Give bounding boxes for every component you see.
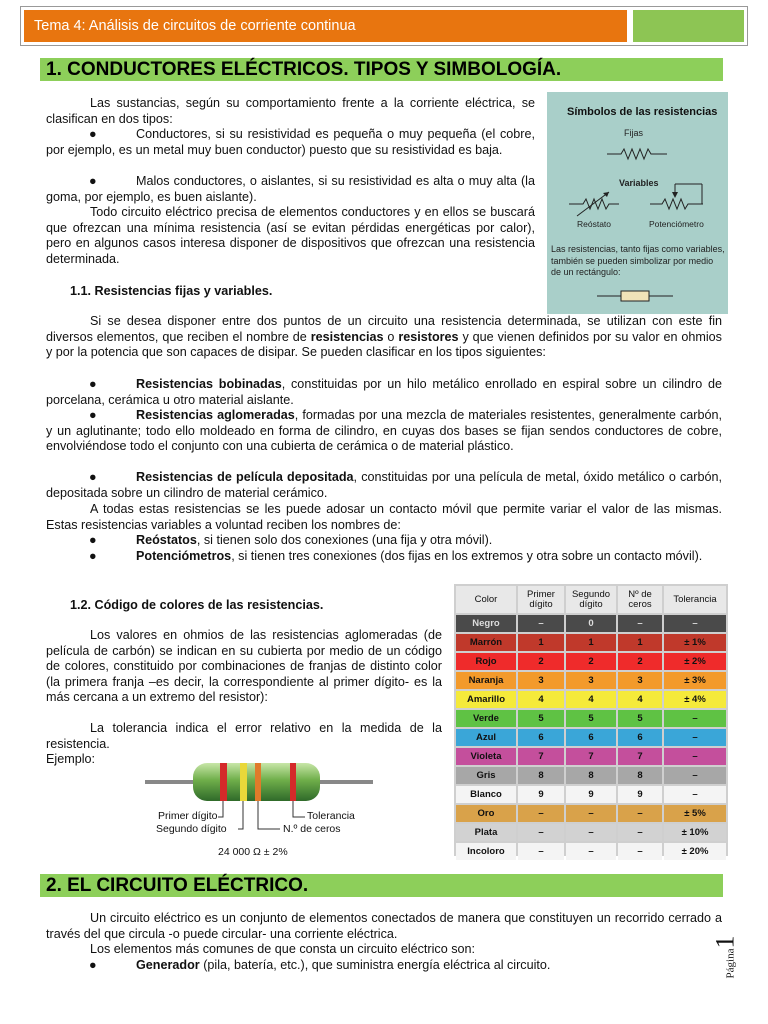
color-value-cell: 2 <box>566 653 616 670</box>
color-table-header-cell: Segundo dígito <box>566 586 616 613</box>
section2-p1: Un circuito eléctrico es un conjunto de elementos conectados de manera que constituyen un recorrido cerrado a través del que circula -o puede circular- una corriente eléctrica. <box>46 911 722 941</box>
sub11-bullet2: ● Resistencias aglomeradas, formadas por una mezcla de materiales resistentes, generalmente carbón, y un aglutinante; todo ello moldeado en forma de cilindro, en cuyas dos bases se fijan sendos conductores de cobre, envolviéndose todo el conjunto con una cubierta de cerámica o de material plástico. <box>46 408 723 454</box>
color-value-cell: 5 <box>618 710 662 727</box>
sub11-bullet5: ● Potenciómetros, si tienen tres conexiones (dos fijas en los extremos y otra sobre un contacto móvil). <box>89 549 703 563</box>
color-table-row <box>456 843 726 860</box>
color-value-cell: 5 <box>566 710 616 727</box>
color-table-row <box>456 710 726 727</box>
color-name-cell: Verde <box>456 710 516 727</box>
color-value-cell: ± 20% <box>664 843 726 860</box>
color-value-cell: – <box>664 729 726 746</box>
color-value-cell: – <box>518 843 564 860</box>
color-name-cell: Plata <box>456 824 516 841</box>
symbols-fixed-label: Fijas <box>624 128 644 138</box>
resistor-label-second: Segundo dígito <box>156 823 227 835</box>
symbols-note: Las resistencias, tanto fijas como variables, también se pueden simbolizar por medio de un rectángulo: <box>551 244 725 277</box>
bullet-dot: ● <box>89 549 97 563</box>
color-value-cell: – <box>518 805 564 822</box>
color-code-table <box>454 584 728 856</box>
color-value-cell: 6 <box>618 729 662 746</box>
color-name-cell: Violeta <box>456 748 516 765</box>
color-value-cell: 1 <box>518 634 564 651</box>
resistor-figure <box>140 755 380 865</box>
color-value-cell: – <box>618 805 662 822</box>
color-table-row <box>456 672 726 689</box>
color-table-row <box>456 824 726 841</box>
color-value-cell: ± 3% <box>664 672 726 689</box>
section1-p1: Las sustancias, según su comportamiento frente a la corriente eléctrica, se clasifican en dos tipos: <box>46 96 535 126</box>
color-value-cell: 8 <box>566 767 616 784</box>
color-value-cell: 6 <box>518 729 564 746</box>
bullet-dot: ● <box>89 127 97 141</box>
page-number: 1 <box>710 935 740 949</box>
color-name-cell: Rojo <box>456 653 516 670</box>
section2-bullet1: ● Generador (pila, batería, etc.), que suministra energía eléctrica al circuito. <box>89 958 551 972</box>
color-value-cell: 6 <box>566 729 616 746</box>
sub11-heading: 1.1. Resistencias fijas y variables. <box>70 284 273 298</box>
bullet-dot: ● <box>89 377 97 391</box>
color-value-cell: 4 <box>618 691 662 708</box>
sub12-heading: 1.2. Código de colores de las resistencias. <box>70 598 324 612</box>
section1-heading: 1. CONDUCTORES ELÉCTRICOS. TIPOS Y SIMBOLOGÍA. <box>40 58 723 81</box>
color-value-cell: ± 10% <box>664 824 726 841</box>
sub12-p1: Los valores en ohmios de las resistencias aglomeradas (de película de carbón) se indican en su cubierta por medio de un código de colores, constituido por combinaciones de franjas de distinto color (la primera franja –es decir, la correspondiente al primer dígito- es la más cercana a un extremo del resistor): <box>46 628 442 705</box>
color-value-cell: ± 2% <box>664 653 726 670</box>
symbols-reostato-label: Reóstato <box>577 219 612 229</box>
symbols-variable-label: Variables <box>619 178 659 188</box>
color-table-row <box>456 691 726 708</box>
color-name-cell: Marrón <box>456 634 516 651</box>
resistor-label-zeros: N.º de ceros <box>283 823 341 835</box>
color-value-cell: 0 <box>566 615 616 632</box>
color-value-cell: 4 <box>566 691 616 708</box>
sub12-p3: Ejemplo: <box>46 752 95 766</box>
color-value-cell: – <box>664 767 726 784</box>
color-table-header-cell: Nº de ceros <box>618 586 662 613</box>
section1-bullet2: ● Malos conductores, o aislantes, si su resistividad es alta o muy alta (la goma, por ejemplo, es buen aislante). <box>46 174 535 204</box>
color-table-row <box>456 634 726 651</box>
section2-heading: 2. EL CIRCUITO ELÉCTRICO. <box>40 874 723 897</box>
section1-bullet1: ● Conductores, si su resistividad es pequeña o muy pequeña (el cobre, por ejemplo, es un metal muy buen conductor) puesto que su resistividad es baja. <box>46 127 535 157</box>
bullet-dot: ● <box>89 408 97 422</box>
sub11-p1: Si se desea disponer entre dos puntos de un circuito una resistencia determinada, se utilizan con este fin diversos elementos, que reciben el nombre de resistencias o resistores y que vienen definidos por su valor en ohmios y por la potencia que son capaces de disipar. Se pueden clasificar en los tipos siguientes: <box>46 314 722 360</box>
color-table-row <box>456 748 726 765</box>
color-value-cell: – <box>618 824 662 841</box>
color-value-cell: ± 1% <box>664 634 726 651</box>
color-table-row <box>456 786 726 803</box>
section1-p2: Todo circuito eléctrico precisa de elementos conductores y en ellos se buscará que ofrezcan una mínima resistencia (así se evitan pérdidas energéticas por calor), pero en algunos casos interesa disponer de dispositivos que ofrezcan una resistencia determinada. <box>46 205 535 266</box>
color-value-cell: – <box>566 805 616 822</box>
color-table-row <box>456 805 726 822</box>
color-value-cell: 3 <box>566 672 616 689</box>
resistor-label-tol: Tolerancia <box>307 810 355 822</box>
color-value-cell: 7 <box>518 748 564 765</box>
color-name-cell: Incoloro <box>456 843 516 860</box>
color-table-row <box>456 767 726 784</box>
color-name-cell: Naranja <box>456 672 516 689</box>
color-name-cell: Negro <box>456 615 516 632</box>
bullet-dot: ● <box>89 958 97 972</box>
symbols-title: Símbolos de las resistencias <box>567 106 718 118</box>
sub12-p2: La tolerancia indica el error relativo en la medida de la resistencia. <box>46 721 442 751</box>
color-name-cell: Amarillo <box>456 691 516 708</box>
bullet-dot: ● <box>89 174 97 188</box>
color-name-cell: Gris <box>456 767 516 784</box>
color-table-row <box>456 653 726 670</box>
color-value-cell: 2 <box>618 653 662 670</box>
color-value-cell: 9 <box>618 786 662 803</box>
color-value-cell: – <box>518 824 564 841</box>
color-value-cell: – <box>618 615 662 632</box>
resistor-label-first: Primer dígito <box>158 810 218 822</box>
color-value-cell: – <box>518 615 564 632</box>
color-name-cell: Oro <box>456 805 516 822</box>
bullet-dot: ● <box>89 470 97 484</box>
color-value-cell: 1 <box>618 634 662 651</box>
page-number-block <box>712 924 768 984</box>
color-value-cell: 8 <box>618 767 662 784</box>
color-value-cell: – <box>566 824 616 841</box>
color-table-row <box>456 615 726 632</box>
color-value-cell: ± 5% <box>664 805 726 822</box>
sub11-bullet1: ● Resistencias bobinadas, constituidas por un hilo metálico enrollado en espiral sobre un cilindro de porcelana, cerámica u otro material aislante. <box>46 377 722 407</box>
color-value-cell: – <box>664 615 726 632</box>
color-value-cell: 9 <box>518 786 564 803</box>
color-value-cell: 5 <box>518 710 564 727</box>
color-value-cell: 3 <box>518 672 564 689</box>
header-accent-box <box>633 10 744 42</box>
page-label: Página <box>724 948 737 979</box>
color-value-cell: – <box>618 843 662 860</box>
color-value-cell: 7 <box>566 748 616 765</box>
color-value-cell: – <box>664 748 726 765</box>
color-value-cell: ± 4% <box>664 691 726 708</box>
color-value-cell: 2 <box>518 653 564 670</box>
color-table-row <box>456 729 726 746</box>
color-value-cell: 7 <box>618 748 662 765</box>
sub11-bullet4: ● Reóstatos, si tienen solo dos conexiones (una fija y otra móvil). <box>89 533 493 547</box>
header-title: Tema 4: Análisis de circuitos de corriente continua <box>34 18 356 34</box>
color-name-cell: Azul <box>456 729 516 746</box>
color-value-cell: 3 <box>618 672 662 689</box>
color-value-cell: 4 <box>518 691 564 708</box>
symbols-box <box>547 92 728 314</box>
bullet-dot: ● <box>89 533 97 547</box>
resistor-value: 24 000 Ω ± 2% <box>218 846 288 858</box>
fixed-resistor-icon <box>547 92 728 314</box>
color-value-cell: 9 <box>566 786 616 803</box>
color-value-cell: – <box>664 710 726 727</box>
header-title-box <box>24 10 627 42</box>
color-table-header-cell: Tolerancia <box>664 586 726 613</box>
sub11-p2: A todas estas resistencias se les puede adosar un contacto móvil que permite variar el valor de las mismas. Estas resistencias variables a voluntad reciben los nombres de: <box>46 502 722 532</box>
color-value-cell: 8 <box>518 767 564 784</box>
color-value-cell: 1 <box>566 634 616 651</box>
symbols-potenciometro-label: Potenciómetro <box>649 219 704 229</box>
color-table-header-cell: Color <box>456 586 516 613</box>
color-name-cell: Blanco <box>456 786 516 803</box>
color-table-header <box>456 586 726 613</box>
sub11-bullet3: ● Resistencias de película depositada, constituidas por una película de metal, óxido metálico o carbón, depositada sobre un cilindro de material cerámico. <box>46 470 723 500</box>
color-value-cell: – <box>664 786 726 803</box>
section2-p2: Los elementos más comunes de que consta un circuito eléctrico son: <box>90 942 476 956</box>
color-value-cell: – <box>566 843 616 860</box>
color-table-header-cell: Primer dígito <box>518 586 564 613</box>
header-bar <box>20 6 748 46</box>
